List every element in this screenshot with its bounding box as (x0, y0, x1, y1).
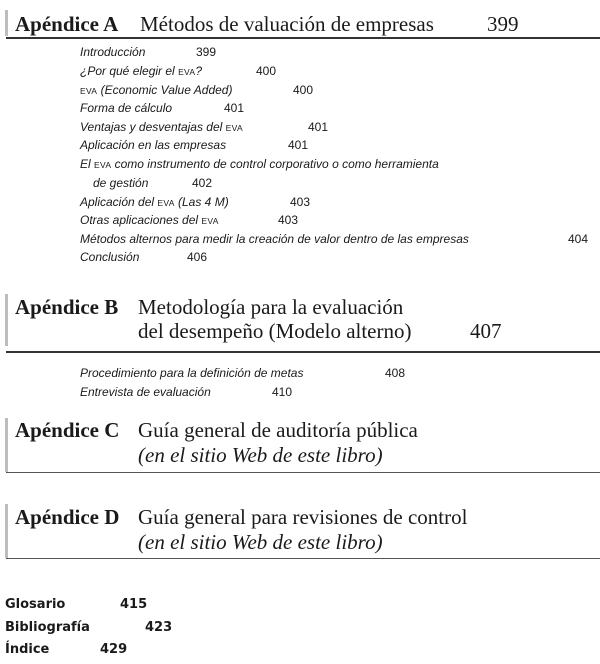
appendix-label: Apéndice C (15, 418, 120, 442)
appendix-label: Apéndice D (15, 505, 120, 529)
back-matter-page: 423 (145, 620, 173, 635)
divider (6, 472, 600, 473)
section-marker (5, 504, 8, 558)
toc-entry: Aplicación en las empresas (80, 138, 227, 152)
back-matter-entry: Bibliografía (5, 620, 90, 635)
toc-entry: ¿Por qué elegir el EVA? (80, 64, 203, 78)
toc-entry: Métodos alternos para medir la creación de valor dentro de las empresas (80, 232, 469, 246)
back-matter-page: 415 (120, 597, 148, 612)
toc-page: 400 (293, 83, 314, 97)
toc-entry: Procedimiento para la definición de metas (80, 366, 304, 380)
toc-page: 403 (290, 195, 311, 209)
toc-entry: Entrevista de evaluación (80, 385, 211, 399)
back-matter-entry: Glosario (5, 597, 66, 612)
toc-page: 402 (192, 176, 213, 190)
appendix-title-line2: (en el sitio Web de este libro) (138, 443, 383, 467)
appendix-title-line1: Metodología para la evaluación (138, 295, 404, 319)
toc-page: 404 (568, 232, 589, 246)
toc-page: 401 (224, 101, 245, 115)
acronym: EVA (80, 86, 98, 96)
toc-page: 410 (272, 385, 293, 399)
toc-page: 400 (256, 64, 277, 78)
acronym: EVA (201, 216, 219, 226)
appendix-label: Apéndice A (15, 12, 119, 36)
acronym: EVA (157, 198, 175, 208)
toc-entry-continuation: de gestión (93, 176, 149, 190)
toc-entry: El EVA como instrumento de control corporativo o como herramienta (80, 157, 439, 171)
appendix-title-line2: (en el sitio Web de este libro) (138, 530, 383, 554)
section-marker (5, 418, 8, 472)
divider (6, 37, 600, 39)
acronym: EVA (225, 123, 243, 133)
divider (6, 351, 600, 353)
acronym: EVA (94, 160, 112, 170)
appendix-label: Apéndice B (15, 295, 119, 319)
toc-entry: Introducción (80, 45, 146, 59)
toc-page: 408 (385, 366, 406, 380)
toc-entry: Aplicación del EVA (Las 4 M) (80, 195, 229, 209)
divider (6, 558, 600, 559)
section-marker (5, 10, 8, 36)
toc-page: 399 (196, 45, 217, 59)
toc-entry: Conclusión (80, 250, 140, 264)
appendix-title-line1: Guía general de auditoría pública (138, 418, 418, 442)
acronym: EVA (178, 67, 196, 77)
back-matter-entry: Índice (5, 642, 50, 657)
toc-page: 401 (288, 138, 309, 152)
appendix-page: 407 (470, 319, 502, 343)
back-matter-page: 429 (100, 642, 128, 657)
toc-page: 403 (278, 213, 299, 227)
appendix-a-heading (15, 12, 118, 36)
appendix-page: 399 (487, 12, 519, 36)
toc-page: 401 (308, 120, 329, 134)
appendix-title-line2: del desempeño (Modelo alterno) (138, 319, 412, 343)
toc-entry: Ventajas y desventajas del EVA (80, 120, 243, 134)
toc-entry: EVA (Economic Value Added) (80, 83, 233, 97)
toc-entry: Otras aplicaciones del EVA (80, 213, 219, 227)
appendix-title: Métodos de valuación de empresas (140, 12, 434, 36)
toc-page: 406 (187, 250, 208, 264)
toc-entry: Forma de cálculo (80, 101, 173, 115)
appendix-title-line1: Guía general para revisiones de control (138, 505, 468, 529)
section-marker (5, 294, 8, 346)
